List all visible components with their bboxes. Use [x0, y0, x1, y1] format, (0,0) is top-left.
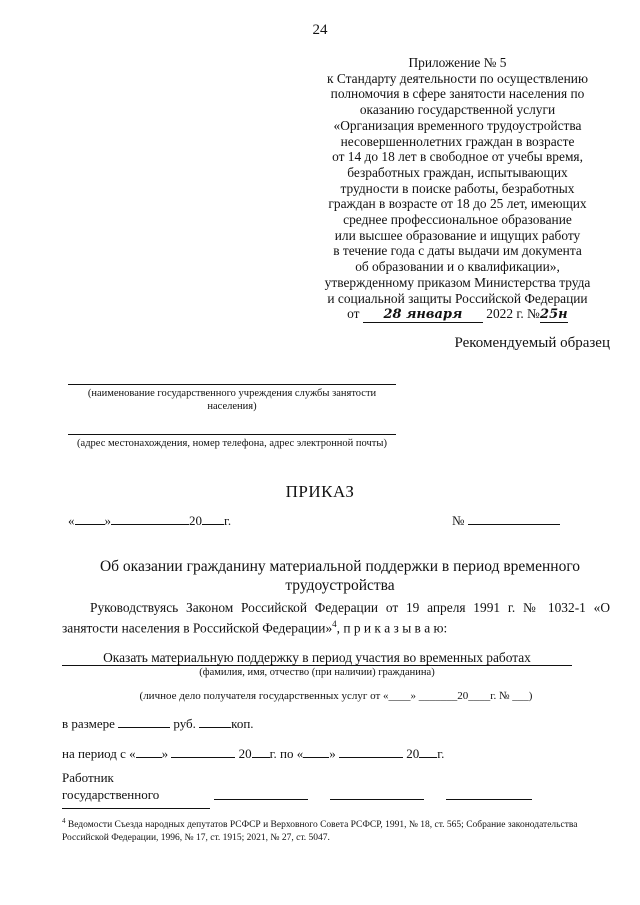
amount-row	[62, 716, 254, 732]
appendix-line: «Организация временного трудоустройства	[333, 117, 582, 133]
order-title: ПРИКАЗ	[285, 482, 355, 501]
end-close-quote: »	[329, 746, 336, 761]
period-close-quote: »	[161, 746, 169, 761]
footnote	[62, 815, 617, 845]
month-blank	[111, 524, 189, 525]
appendix-line: к Стандарту деятельности по осуществлению	[327, 70, 588, 86]
day-blank	[75, 524, 105, 525]
period-to: по «	[280, 746, 304, 761]
start-day-blank	[136, 757, 162, 758]
appendix-line: несовершеннолетних граждан в возрасте	[340, 133, 575, 149]
appendix-line: оказанию государственной услуги	[359, 102, 556, 118]
appendix-line: среднее профессиональное образование	[343, 212, 572, 228]
appendix-line: Приложение № 5	[408, 55, 507, 70]
employee-label-line: государственного	[62, 787, 160, 802]
institution-caption: (наименование государственного учреждения службы занятости населения)	[87, 388, 377, 412]
kop-label: коп.	[231, 716, 254, 731]
institution-name-line	[68, 384, 396, 385]
address-line	[68, 434, 396, 435]
appendix-line: в течение года с даты выдачи им документа	[333, 243, 582, 259]
start-g: г.	[269, 746, 277, 761]
handwritten-date: 28 января	[363, 308, 483, 323]
order-subject-title: Об оказании гражданину материальной поддержки в период временного трудоустройства	[99, 558, 581, 594]
start-year-blank	[252, 757, 270, 758]
quote-close: »	[104, 513, 111, 528]
period-label: на период с «	[62, 746, 136, 761]
period-row	[62, 746, 444, 762]
end-g: г.	[437, 746, 445, 761]
order-date-row	[68, 513, 231, 529]
order-word: , п р и к а з ы в а ю:	[336, 620, 448, 636]
basis-paragraph	[62, 600, 610, 636]
signature-blank-1	[214, 799, 308, 800]
page-number: 24	[312, 22, 328, 38]
footnote-text: Ведомости Съезда народных депутатов РСФСР и Верховного Совета РСФСР, 1991, № 18, ст. 565; Собрание законодательства Российской Федерации, 1996, № 17, ст. 1915; 2021, № 27, ст. 5047.	[62, 820, 578, 844]
address-caption: (адрес местонахождения, номер телефона, адрес электронной почты)	[77, 438, 387, 449]
appendix-line: трудности в поиске работы, безработных	[340, 180, 575, 196]
start-month-blank	[171, 757, 235, 758]
appendix-line: или высшее образование и ищущих работу	[334, 227, 581, 243]
order-number-blank	[468, 524, 560, 525]
footnote-number: 4	[62, 817, 66, 825]
citizen-caption: (фамилия, имя, отчество (при наличии) гражданина)	[199, 667, 435, 678]
appendix-line: об образовании и о квалификации»,	[355, 259, 560, 275]
rub-blank	[118, 727, 170, 728]
employee-label	[62, 769, 159, 803]
appendix-line: полномочия в сфере занятости населения по	[330, 86, 585, 102]
amount-label: в размере	[62, 716, 115, 731]
end-day-blank	[303, 757, 329, 758]
approval-date-line	[300, 306, 615, 323]
handwritten-number: 25н	[540, 307, 568, 323]
year-prefix: 20	[189, 513, 202, 528]
personal-file-line: (личное дело получателя государственных услуг от «____» _______20____г. № ___)	[139, 690, 533, 702]
year-blank	[202, 524, 224, 525]
kop-blank	[199, 727, 231, 728]
rub-label: руб.	[173, 716, 196, 731]
number-sign: №	[452, 513, 465, 528]
footnote-separator	[62, 808, 210, 809]
appendix-line: граждан в возрасте от 18 до 25 лет, имеющих	[328, 196, 587, 212]
date-prefix: от	[347, 306, 360, 322]
appendix-line: от 14 до 18 лет в свободное от учебы время,	[332, 149, 583, 165]
signature-blank-3	[446, 799, 532, 800]
material-support-line: Оказать материальную поддержку в период участия во временных работах	[62, 650, 572, 666]
quote-open: «	[68, 513, 75, 528]
recommended-sample-label: Рекомендуемый образец	[454, 335, 610, 351]
year-suffix: г.	[224, 513, 232, 528]
signature-blank-2	[330, 799, 424, 800]
employee-label-line: Работник	[62, 770, 114, 785]
end-year: 20	[406, 746, 420, 761]
end-month-blank	[339, 757, 403, 758]
end-year-blank	[419, 757, 437, 758]
start-year: 20	[238, 746, 252, 761]
year-text: 2022 г. №	[486, 306, 540, 322]
appendix-line: утвержденному приказом Министерства труда	[324, 274, 591, 290]
basis-text: Руководствуясь Законом Российской Федерации от 19 апреля 1991 г. № 1032-1 «О занятости населения в Российской Федерации»	[62, 600, 610, 636]
appendix-line: безработных граждан, испытывающих	[347, 164, 568, 180]
footnote-ref: 4	[332, 619, 337, 629]
appendix-line: и социальной защиты Российской Федерации	[327, 290, 588, 306]
order-number-row	[452, 513, 560, 529]
appendix-block	[300, 55, 615, 323]
